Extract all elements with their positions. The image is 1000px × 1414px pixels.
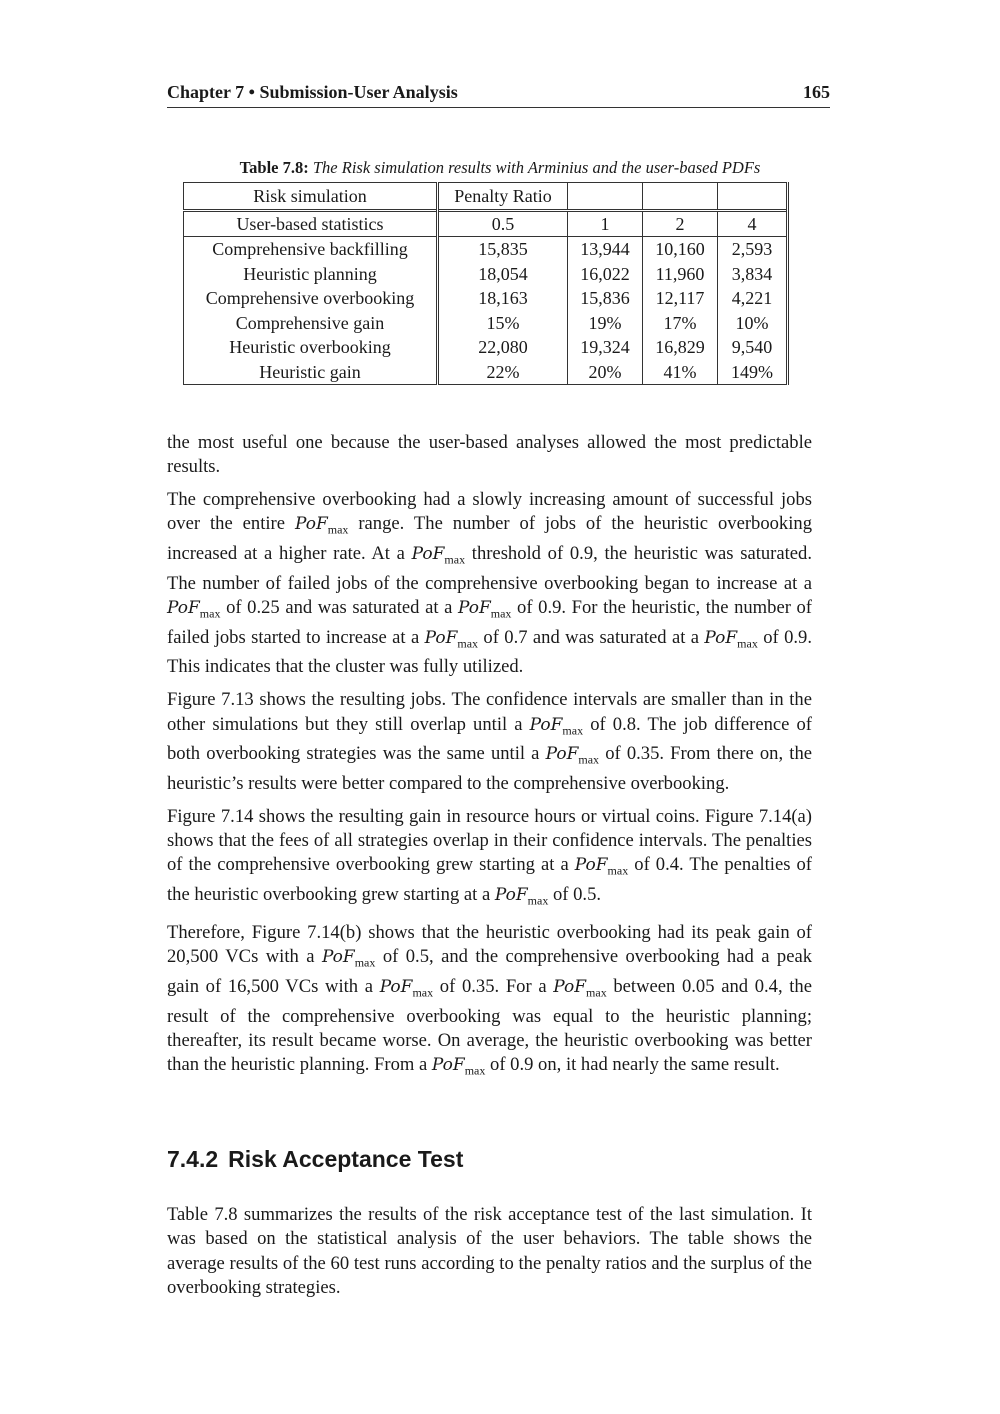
- pof-variable: PoF: [411, 544, 445, 565]
- pof-max-symbol: [167, 598, 221, 621]
- pof-variable: PoF: [294, 514, 328, 535]
- pof-variable: PoF: [574, 855, 608, 876]
- table-cell: 17%: [643, 311, 718, 336]
- table-row: [184, 237, 788, 262]
- pof-max-symbol: [553, 977, 607, 1000]
- text-run: of 0.5, and the comprehensive overbooking had a peak gain of 16,500 VCs with a: [167, 946, 813, 998]
- table-cell: 15%: [438, 311, 568, 336]
- table-cell: 22,080: [438, 335, 568, 360]
- max-subscript: max: [464, 1063, 486, 1078]
- page-number: 165: [803, 82, 830, 102]
- table-cell: 19%: [568, 311, 643, 336]
- table-cell: 9,540: [718, 335, 788, 360]
- text-run: Therefore, Figure 7.14(b) shows that the heuristic overbooking had its peak gain of 20,500 VCs with a: [167, 922, 812, 968]
- max-subscript: max: [607, 863, 629, 878]
- text-run: threshold of 0.9, the heuristic was saturated. The number of failed jobs of the comprehensive overbooking began to increase at a: [167, 543, 812, 594]
- max-subscript: max: [327, 522, 349, 537]
- text-run: Figure 7.13 shows the resulting jobs. The confidence intervals are smaller than in the other simulations but they still overlap until a: [167, 689, 812, 735]
- pof-max-symbol: [704, 627, 758, 651]
- text-run: of 0.9 on, it had nearly the same result.: [485, 1054, 780, 1076]
- pof-max-symbol: [574, 855, 629, 878]
- pof-max-symbol: [411, 544, 466, 567]
- section-title: Risk Acceptance Test: [228, 1146, 464, 1172]
- running-header: [167, 82, 830, 108]
- pof-max-symbol: [431, 1055, 486, 1078]
- pof-variable: PoF: [545, 744, 579, 765]
- table-row: [184, 311, 788, 336]
- table-cell: [568, 183, 643, 211]
- table-cell: 2: [643, 211, 718, 237]
- text-run: of 0.35. For a: [433, 976, 554, 998]
- text-run: between 0.05 and 0.4, the result of the comprehensive overbooking was equal to the heuristic planning; thereafter, its result became worse. On average, the heuristic overbooking was better than the heuristic planning. From a: [167, 976, 812, 1076]
- table-cell: 16,829: [643, 335, 718, 360]
- results-table: [183, 182, 789, 385]
- paragraph-3: [167, 688, 812, 796]
- table-cell: 18,054: [438, 262, 568, 287]
- table-header-row: [184, 183, 788, 211]
- pof-max-symbol: [379, 977, 434, 1000]
- section-heading: [167, 1146, 463, 1173]
- text-run: of 0.35. From there on, the heuristic’s results were better compared to the comprehensive overbooking.: [167, 743, 812, 794]
- table-cell: 20%: [568, 360, 643, 385]
- table-caption: [0, 158, 1000, 178]
- table-cell: Risk simulation: [184, 183, 438, 211]
- max-subscript: max: [527, 893, 549, 908]
- max-subscript: max: [562, 722, 584, 737]
- table-cell: 0.5: [438, 211, 568, 237]
- text-run: of 0.7 and was saturated at a: [478, 626, 705, 648]
- table-row: [184, 262, 788, 287]
- pof-variable: PoF: [704, 627, 738, 648]
- table-cell: 10%: [718, 311, 788, 336]
- pof-variable: PoF: [424, 627, 458, 648]
- table-cell: 15,836: [568, 286, 643, 311]
- table-cell: Heuristic planning: [184, 262, 438, 287]
- table-cell: Comprehensive gain: [184, 311, 438, 336]
- table-cell: 3,834: [718, 262, 788, 287]
- max-subscript: max: [412, 985, 434, 1000]
- caption-text: The Risk simulation results with Arminius and the user-based PDFs: [312, 158, 761, 177]
- table-cell: [718, 183, 788, 211]
- table-cell: Penalty Ratio: [438, 183, 568, 211]
- pof-max-symbol: [494, 884, 549, 908]
- table-cell: 19,324: [568, 335, 643, 360]
- pof-variable: PoF: [379, 977, 413, 998]
- max-subscript: max: [444, 552, 466, 567]
- pof-variable: PoF: [457, 598, 491, 619]
- table-subheader-row: [184, 211, 788, 237]
- pof-variable: PoF: [321, 947, 355, 968]
- table-cell: 1: [568, 211, 643, 237]
- text-run: of 0.25 and was saturated at a: [220, 597, 458, 619]
- paragraph-2: [167, 488, 812, 680]
- chapter-title: Chapter 7 • Submission-User Analysis: [167, 82, 458, 102]
- text-run: of 0.8. The job difference of both overbooking strategies was the same until a: [167, 713, 812, 765]
- table-cell: 22%: [438, 360, 568, 385]
- max-subscript: max: [354, 955, 376, 970]
- max-subscript: max: [199, 606, 221, 621]
- table-cell: 10,160: [643, 237, 718, 262]
- body-text: [167, 431, 812, 1092]
- table-cell: Comprehensive overbooking: [184, 286, 438, 311]
- table-cell: User-based statistics: [184, 211, 438, 237]
- table-cell: 16,022: [568, 262, 643, 287]
- text-run: of 0.5.: [548, 883, 602, 905]
- pof-max-symbol: [294, 514, 349, 537]
- pof-variable: PoF: [494, 884, 528, 905]
- paragraph-4: [167, 805, 812, 913]
- table-cell: [643, 183, 718, 211]
- table-cell: Heuristic overbooking: [184, 335, 438, 360]
- table-cell: 13,944: [568, 237, 643, 262]
- section-body: [167, 1203, 812, 1300]
- table-cell: 149%: [718, 360, 788, 385]
- table-row: [184, 360, 788, 385]
- max-subscript: max: [457, 636, 479, 651]
- section-number: 7.4.2: [167, 1146, 219, 1172]
- table-cell: 12,117: [643, 286, 718, 311]
- text-run: of 0.9. For the heuristic, the number of failed jobs started to increase at a: [167, 597, 812, 648]
- table-cell: Heuristic gain: [184, 360, 438, 385]
- pof-variable: PoF: [431, 1055, 465, 1076]
- max-subscript: max: [737, 636, 758, 651]
- table-cell: 4,221: [718, 286, 788, 311]
- table-cell: 2,593: [718, 237, 788, 262]
- table-row: [184, 286, 788, 311]
- table-cell: 15,835: [438, 237, 568, 262]
- table-cell: 18,163: [438, 286, 568, 311]
- table-cell: 41%: [643, 360, 718, 385]
- pof-max-symbol: [457, 598, 512, 621]
- pof-variable: PoF: [553, 977, 587, 998]
- paragraph-1: the most useful one because the user-based analyses allowed the most predictable results.: [167, 432, 812, 478]
- text-run: of 0.9. This indicates that the cluster was fully utilized.: [167, 626, 812, 678]
- pof-max-symbol: [545, 744, 600, 767]
- caption-label: Table 7.8:: [239, 158, 309, 177]
- table-cell: 11,960: [643, 262, 718, 287]
- text-run: of 0.4. The penalties of the heuristic overbooking grew starting at a: [167, 854, 812, 905]
- section-paragraph: Table 7.8 summarizes the results of the risk acceptance test of the last simulation. It was based on the statistical analysis of the user behaviors. The table shows the average results of the 60 test runs according to the penalty ratios and the surplus of the overbooking strategies.: [167, 1204, 812, 1298]
- pof-max-symbol: [424, 627, 479, 651]
- paragraph-5: [167, 921, 812, 1083]
- text-run: The comprehensive overbooking had a slowly increasing amount of successful jobs over the entire: [167, 489, 812, 535]
- table-cell: Comprehensive backfilling: [184, 237, 438, 262]
- table-cell: 4: [718, 211, 788, 237]
- pof-max-symbol: [530, 715, 583, 735]
- max-subscript: max: [586, 985, 607, 1000]
- text-run: range. The number of jobs of the heuristic overbooking increased at a higher rate. At a: [167, 513, 812, 565]
- pof-variable: PoF: [529, 714, 563, 735]
- max-subscript: max: [490, 606, 512, 621]
- max-subscript: max: [578, 752, 600, 767]
- table-row: [184, 335, 788, 360]
- text-run: Figure 7.14 shows the resulting gain in resource hours or virtual coins. Figure 7.14(a) shows that the fees of all strategies overlap in their confidence intervals. The penalties of the comprehensive overbooking grew starting at a: [167, 805, 812, 876]
- pof-max-symbol: [321, 947, 376, 970]
- pof-variable: PoF: [167, 598, 200, 619]
